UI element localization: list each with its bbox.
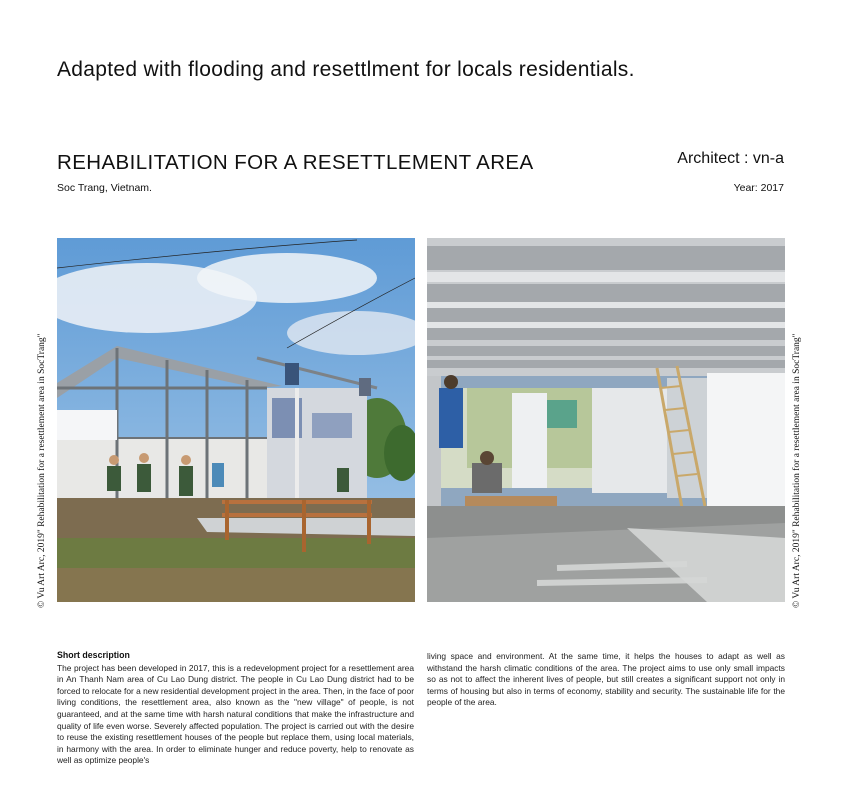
right-photo-credit: © Vu Art Arc, 2019" Rehabilitation for a resettlement area in SocTrang" xyxy=(792,333,802,608)
description-column-2 xyxy=(427,651,785,709)
left-photo-credit: © Vu Art Arc, 2019" Rehabilitation for a resettlement area in SocTrang" xyxy=(37,333,47,608)
architect-credit: Architect : vn-a xyxy=(677,150,784,167)
project-location: Soc Trang, Vietnam. xyxy=(57,182,152,194)
description-heading: Short description xyxy=(57,650,130,660)
description-text-2: living space and environment. At the same time, it helps the houses to adapt as well as withstand the harsh climatic conditions of the area. The project aims to use only small impacts so as not to affect the inherent lives of people, but still creates a significant support not only in terms of housing but also in terms of economy, stability and security. The sustainable life for the people of the area. xyxy=(427,651,785,708)
page-tagline: Adapted with flooding and resettlment for locals residentials. xyxy=(57,58,635,81)
description-column-1 xyxy=(57,650,414,767)
project-year: Year: 2017 xyxy=(733,182,784,194)
construction-site-photo xyxy=(57,238,415,602)
description-text-1: The project has been developed in 2017, this is a redevelopment project for a resettlement area in An Thanh Nam area of Cu Lao Dung district. The people in Cu Lao Dung district had to be forced to relocate for a new residential development project in the area. Then, in the face of poor living conditions, the resettlement area, also known as the "new village" of people, is not guaranteed, and at the same time with harsh natural conditions that make the infrastructure and quality of life even worse. Severely affected population. The project is carried out with the desire to reuse the existing resettlement houses of the people but replace them, using local materials, in harmony with the area. In order to eliminate hunger and reduce poverty, help to renovate as well as optimize people's xyxy=(57,662,414,766)
project-title: REHABILITATION FOR A RESETTLEMENT AREA xyxy=(57,151,534,174)
roof-structure-photo xyxy=(427,238,785,602)
